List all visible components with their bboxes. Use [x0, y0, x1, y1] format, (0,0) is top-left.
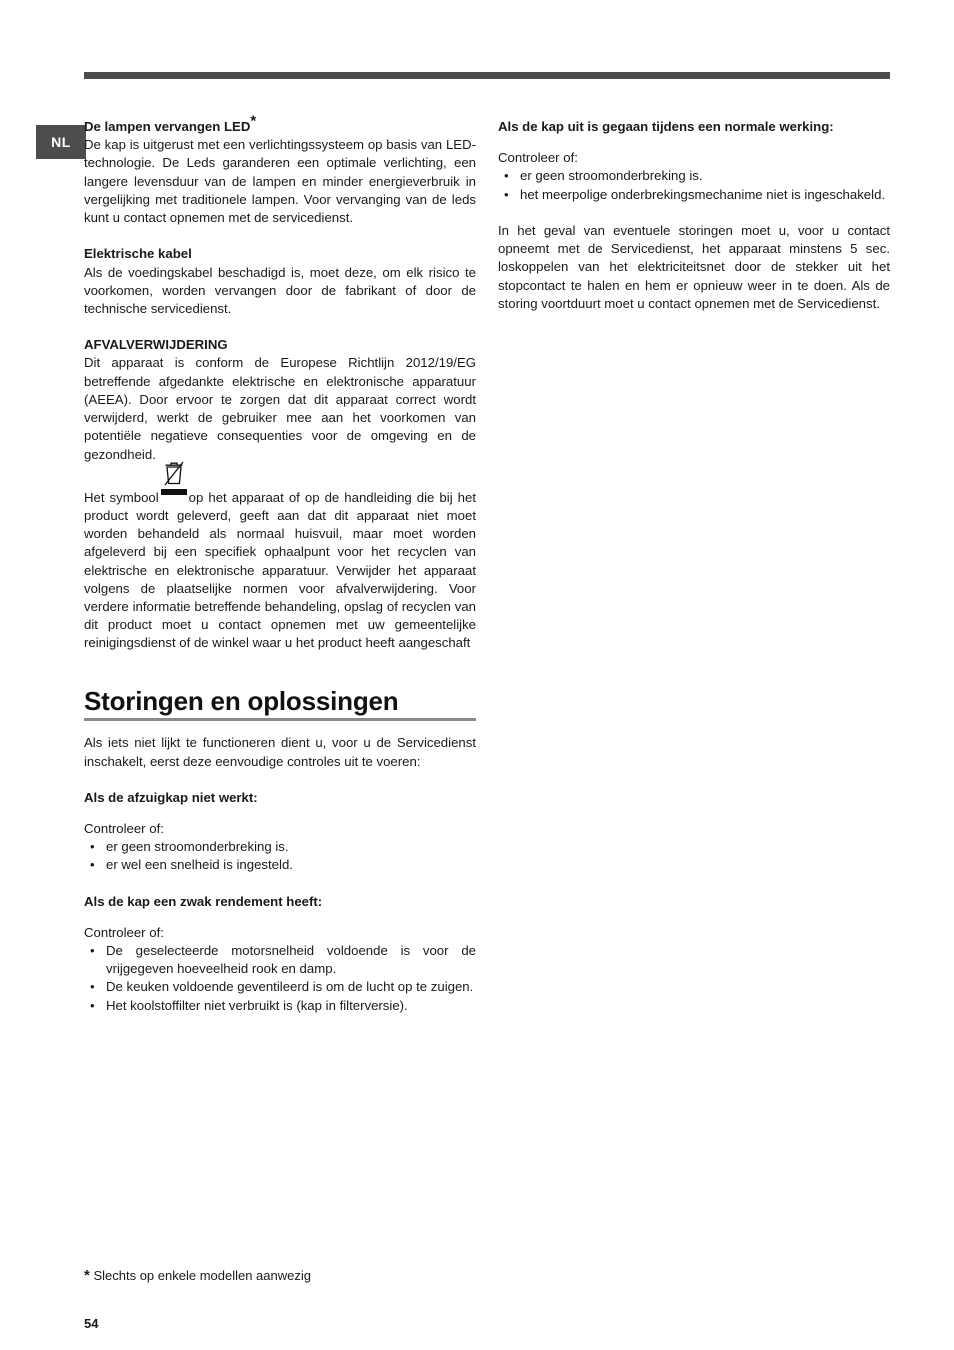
disposal-symbol-prefix: Het symbool	[84, 489, 159, 505]
case1-lead: Controleer of:	[84, 820, 164, 836]
disposal-symbol-paragraph	[84, 488, 476, 653]
spacer	[84, 911, 476, 924]
language-tab: NL	[36, 125, 86, 159]
leds-text: De kap is uitgerust met een verlichtingssysteem op basis van LED-technologie. De Leds garanderen een optimale verlichting, een langere levensduur van de lampen en minder energieverbruik in vergelijking met traditionele lampen. Voor vervanging van de leds kunt u contact opnemen met de servicedienst.	[84, 137, 476, 226]
header-rule	[84, 72, 890, 79]
footnote-marker: *	[84, 1267, 90, 1284]
spacer	[84, 464, 476, 488]
spacer	[84, 875, 476, 893]
case3-note: In het geval van eventuele storingen moet u, voor u contact opneemt met de Servicedienst, het apparaat minstens 5 sec. loskoppelen van het elektriciteitsnet door de stekker uit het stopcontact te halen en hem er opnieuw weer in te doen. Als de storing voortduurt moet u contact opnemen met de Servicedienst.	[498, 222, 890, 311]
footnote-text: Slechts op enkele modellen aanwezig	[89, 1268, 311, 1283]
leds-heading-marker: *	[250, 112, 257, 130]
disposal-text: Dit apparaat is conform de Europese Richtlijn 2012/19/EG betreffende afgedankte elektrische en elektronische apparatuur (AEEA). Door ervoor te zorgen dat dit apparaat correct wordt verwijderd, werkt de gebruiker mee aan het voorkomen van potentiële negatieve consequenties voor de omgeving en de gezondheid.	[84, 355, 476, 462]
case1-heading: Als de afzuigkap niet werkt:	[84, 789, 258, 805]
left-column	[84, 112, 476, 1015]
list-item: • Het koolstoffilter niet verbruikt is (kap in filterversie).	[84, 997, 476, 1015]
spacer	[498, 136, 890, 149]
spacer	[84, 318, 476, 336]
list-item: • er geen stroomonderbreking is.	[84, 838, 476, 856]
list-item: • het meerpolige onderbrekingsmechanime niet is ingeschakeld.	[498, 186, 890, 204]
list-item: • De geselecteerde motorsnelheid voldoende is voor de vrijgegeven hoeveelheid rook en damp.	[84, 942, 476, 978]
spacer	[84, 771, 476, 789]
case1-list	[84, 838, 476, 874]
case2-lead: Controleer of:	[84, 924, 164, 940]
page-number: 54	[84, 1316, 99, 1331]
troubleshooting-heading: Storingen en oplossingen	[84, 685, 399, 716]
spacer	[84, 807, 476, 820]
cable-text: Als de voedingskabel beschadigd is, moet deze, om elk risico te voorkomen, worden vervangen door de fabrikant of door de technische servicedienst.	[84, 264, 476, 316]
case3-lead: Controleer of:	[498, 150, 578, 166]
weee-bar	[161, 489, 187, 495]
spacer	[498, 204, 890, 222]
spacer	[84, 227, 476, 245]
cable-heading: Elektrische kabel	[84, 246, 192, 262]
case3-heading: Als de kap uit is gegaan tijdens een normale werking:	[498, 119, 834, 134]
crossed-out-wheelie-bin-icon	[159, 488, 189, 502]
list-item: • De keuken voldoende geventileerd is om de lucht op te zuigen.	[84, 978, 476, 996]
footnote	[84, 1267, 311, 1284]
spacer	[84, 721, 476, 734]
disposal-heading: AFVALVERWIJDERING	[84, 337, 228, 353]
leds-heading-text: De lampen vervangen LED	[84, 119, 251, 134]
right-column	[498, 118, 890, 313]
troubleshooting-intro: Als iets niet lijkt te functioneren dient u, voor u de Servicedienst inschakelt, eerst deze eenvoudige controles uit te voeren:	[84, 735, 476, 769]
case2-heading: Als de kap een zwak rendement heeft:	[84, 893, 323, 909]
list-item: • er geen stroomonderbreking is.	[498, 167, 890, 185]
leds-heading	[84, 112, 476, 136]
disposal-symbol-text: op het apparaat of op de handleiding die bij het product wordt geleverd, geeft aan dat dit apparaat niet moet worden behandeld als normaal huisvuil, maar moet worden afgeleverd bij een specifiek ophaalpunt voor het recyclen van elektrische en elektronische apparatuur. Verwijder het apparaat volgens de plaatselijke normen voor afvalverwijdering. Voor verdere informatie betreffende behandeling, opslag of recyclen van dit product moet u contact opnemen met uw gemeentelijke reinigingsdienst of de winkel waar u het product heeft aangeschaft	[84, 489, 476, 651]
case3-list	[498, 167, 890, 203]
list-item: • er wel een snelheid is ingesteld.	[84, 856, 476, 874]
spacer	[84, 653, 476, 687]
case2-list	[84, 942, 476, 1015]
